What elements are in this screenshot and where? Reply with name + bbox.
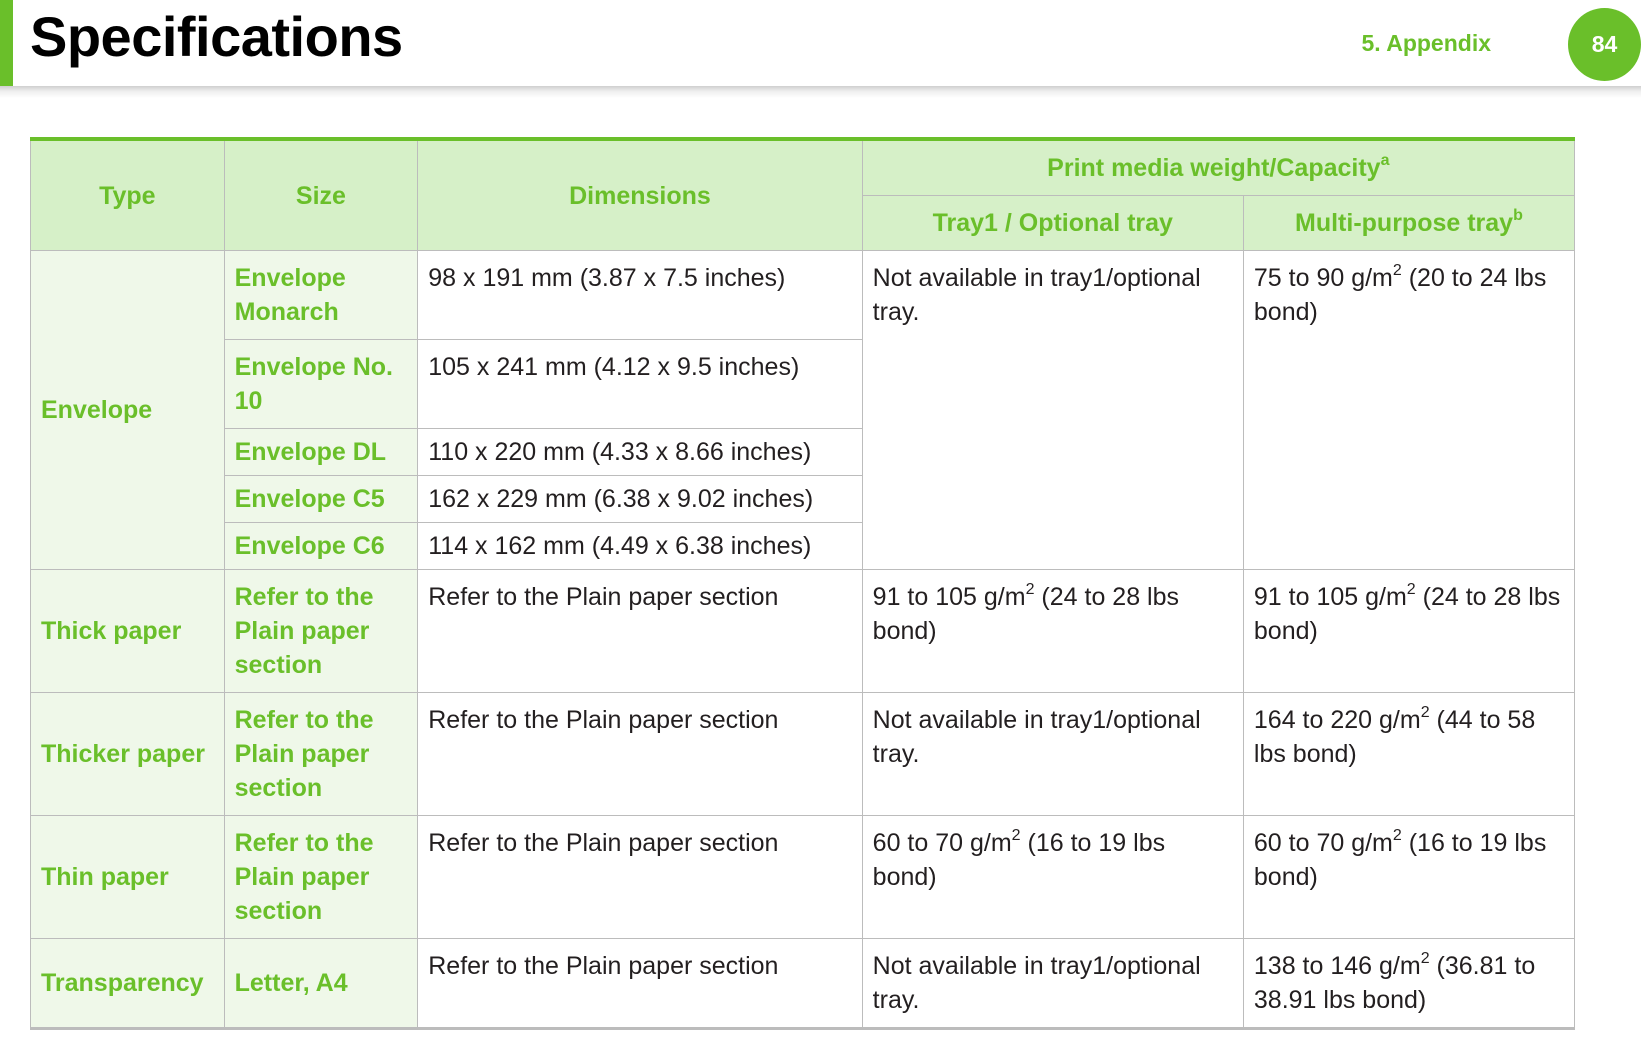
type-cell: Thin paper	[31, 816, 225, 939]
size-cell: Envelope C5	[224, 476, 418, 523]
table-row	[31, 693, 1575, 816]
header-row-1	[31, 139, 1575, 196]
size-cell: Refer to the Plain paper section	[224, 570, 418, 693]
mp-tray-cell: 164 to 220 $g/m^2$ (44 to 58 lbs bond)	[1243, 693, 1574, 816]
tray1-cell: 91 to 105 $g/m^2$ (24 to 28 lbs bond)	[862, 570, 1243, 693]
size-cell: Envelope Monarch	[224, 251, 418, 340]
tray1-cell: Not available in tray1/optional tray.	[862, 251, 1243, 570]
size-cell: Letter, A4	[224, 939, 418, 1029]
type-cell: Transparency	[31, 939, 225, 1029]
chapter-label: 5. Appendix	[1361, 30, 1491, 56]
tray1-cell: 60 to 70 $g/m^2$ (16 to 19 lbs bond)	[862, 816, 1243, 939]
dimensions-cell: Refer to the Plain paper section	[418, 570, 862, 693]
table-row	[31, 570, 1575, 693]
size-cell: Envelope C6	[224, 523, 418, 570]
col-header-mp-tray	[1243, 196, 1574, 251]
table-row	[31, 251, 1575, 340]
footnote-b: b	[1513, 206, 1523, 224]
mp-tray-cell: 138 to 146 $g/m^2$ (36.81 to 38.91 lbs bond)	[1243, 939, 1574, 1029]
table-row	[31, 939, 1575, 1029]
col-header-dimensions: Dimensions	[418, 139, 862, 251]
size-cell: Envelope No. 10	[224, 340, 418, 429]
col-header-size: Size	[224, 139, 418, 251]
media-weight-label: Print media weight/Capacity	[1047, 154, 1381, 182]
tray1-cell: Not available in tray1/optional tray.	[862, 939, 1243, 1029]
size-cell: Envelope DL	[224, 429, 418, 476]
type-cell: Thicker paper	[31, 693, 225, 816]
type-cell: Thick paper	[31, 570, 225, 693]
mp-tray-cell: 91 to 105 $g/m^2$ (24 to 28 lbs bond)	[1243, 570, 1574, 693]
size-cell: Refer to the Plain paper section	[224, 693, 418, 816]
tray1-cell: Not available in tray1/optional tray.	[862, 693, 1243, 816]
type-cell: Envelope	[31, 251, 225, 570]
col-header-tray1: Tray1 / Optional tray	[862, 196, 1243, 251]
table-row	[31, 816, 1575, 939]
dimensions-cell: Refer to the Plain paper section	[418, 693, 862, 816]
dimensions-cell: 114 x 162 mm (4.49 x 6.38 inches)	[418, 523, 862, 570]
dimensions-cell: Refer to the Plain paper section	[418, 816, 862, 939]
mp-tray-cell: 75 to 90 $g/m^2$ (20 to 24 lbs bond)	[1243, 251, 1574, 570]
page-title: Specifications	[30, 5, 403, 68]
dimensions-cell: Refer to the Plain paper section	[418, 939, 862, 1029]
dimensions-cell: 98 x 191 mm (3.87 x 7.5 inches)	[418, 251, 862, 340]
dimensions-cell: 105 x 241 mm (4.12 x 9.5 inches)	[418, 340, 862, 429]
footnote-a: a	[1380, 151, 1390, 169]
dimensions-cell: 110 x 220 mm (4.33 x 8.66 inches)	[418, 429, 862, 476]
size-cell: Refer to the Plain paper section	[224, 816, 418, 939]
header-divider	[0, 86, 1641, 98]
mp-tray-label: Multi-purpose tray	[1295, 209, 1514, 237]
specifications-table	[30, 137, 1575, 1030]
header-accent-bar	[0, 0, 13, 92]
col-header-type: Type	[31, 139, 225, 251]
page-number-badge: 84	[1568, 8, 1641, 81]
mp-tray-cell: 60 to 70 $g/m^2$ (16 to 19 lbs bond)	[1243, 816, 1574, 939]
col-header-media-weight	[862, 139, 1574, 196]
dimensions-cell: 162 x 229 mm (6.38 x 9.02 inches)	[418, 476, 862, 523]
